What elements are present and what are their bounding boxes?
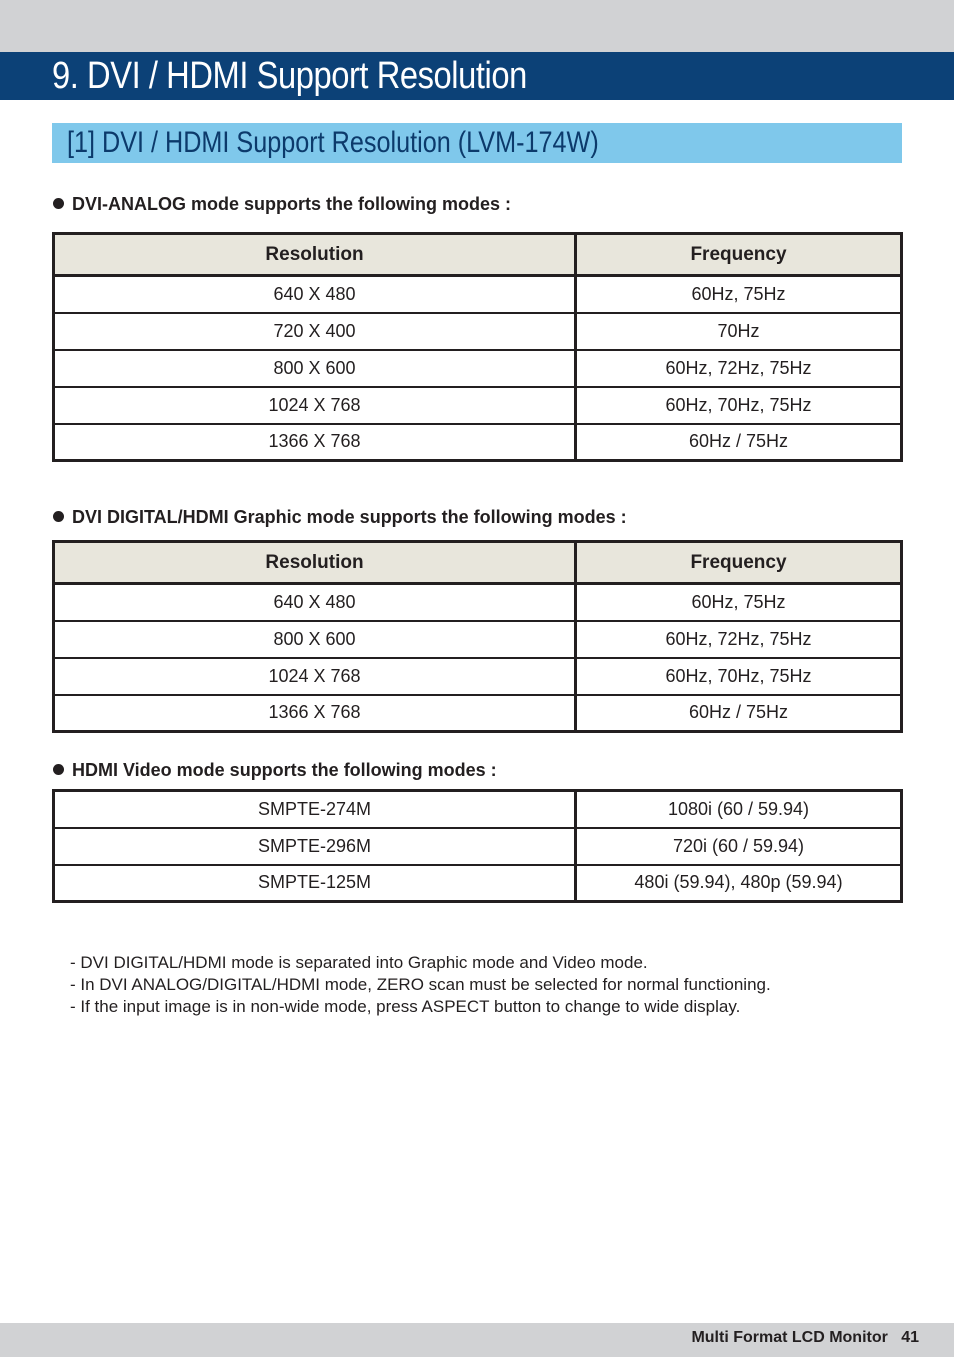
footer-product: Multi Format LCD Monitor: [691, 1329, 888, 1346]
table-row: [54, 387, 902, 424]
page-number: 41: [901, 1329, 919, 1346]
resolution-cell: 1024 X 768: [54, 658, 576, 695]
table-row: [54, 584, 902, 621]
notes: [70, 952, 771, 1018]
frequency-cell: 60Hz / 75Hz: [576, 424, 902, 461]
top-band: [0, 0, 954, 52]
table-row: [54, 313, 902, 350]
resolution-cell: 800 X 600: [54, 350, 576, 387]
bullet-icon: [53, 764, 64, 775]
table-row: [54, 695, 902, 732]
resolution-cell: 1366 X 768: [54, 424, 576, 461]
frequency-cell: 60Hz, 72Hz, 75Hz: [576, 621, 902, 658]
column-header: Frequency: [576, 542, 902, 584]
analog-heading: [53, 193, 511, 215]
resolution-cell: 1366 X 768: [54, 695, 576, 732]
frequency-cell: 60Hz, 70Hz, 75Hz: [576, 387, 902, 424]
video-table: [52, 789, 903, 903]
standard-cell: SMPTE-274M: [54, 791, 576, 828]
video-heading: [53, 759, 497, 781]
frequency-cell: 70Hz: [576, 313, 902, 350]
section-subtitle: [1] DVI / HDMI Support Resolution (LVM-174W): [67, 126, 599, 159]
analog-heading-text: DVI-ANALOG mode supports the following modes :: [72, 194, 511, 214]
standard-cell: SMPTE-125M: [54, 865, 576, 902]
column-header: Resolution: [54, 542, 576, 584]
bullet-icon: [53, 511, 64, 522]
column-header: Resolution: [54, 234, 576, 276]
table-row: [54, 424, 902, 461]
table-row: [54, 350, 902, 387]
footer-label: [691, 1323, 919, 1353]
digital-heading: [53, 506, 627, 528]
bullet-icon: [53, 198, 64, 209]
column-header: Frequency: [576, 234, 902, 276]
digital-table: [52, 540, 903, 733]
table-header-row: [54, 234, 902, 276]
video-heading-text: HDMI Video mode supports the following modes :: [72, 760, 497, 780]
footer-band: [0, 1323, 954, 1357]
frequency-cell: 720i (60 / 59.94): [576, 828, 902, 865]
table-row: [54, 276, 902, 313]
frequency-cell: 480i (59.94), 480p (59.94): [576, 865, 902, 902]
frequency-cell: 60Hz, 72Hz, 75Hz: [576, 350, 902, 387]
table-row: [54, 621, 902, 658]
digital-heading-text: DVI DIGITAL/HDMI Graphic mode supports the following modes :: [72, 507, 627, 527]
frequency-cell: 60Hz, 70Hz, 75Hz: [576, 658, 902, 695]
table-row: [54, 791, 902, 828]
resolution-cell: 640 X 480: [54, 584, 576, 621]
page-title: 9. DVI / HDMI Support Resolution: [52, 55, 527, 97]
table-header-row: [54, 542, 902, 584]
note-line: - If the input image is in non-wide mode, press ASPECT button to change to wide display.: [70, 997, 741, 1016]
resolution-cell: 720 X 400: [54, 313, 576, 350]
resolution-cell: 800 X 600: [54, 621, 576, 658]
frequency-cell: 60Hz / 75Hz: [576, 695, 902, 732]
note-line: - In DVI ANALOG/DIGITAL/HDMI mode, ZERO scan must be selected for normal functioning.: [70, 975, 771, 994]
subtitle-bar: [52, 123, 902, 163]
frequency-cell: 60Hz, 75Hz: [576, 584, 902, 621]
frequency-cell: 60Hz, 75Hz: [576, 276, 902, 313]
frequency-cell: 1080i (60 / 59.94): [576, 791, 902, 828]
table-row: [54, 658, 902, 695]
analog-table: [52, 232, 903, 462]
note-line: - DVI DIGITAL/HDMI mode is separated into Graphic mode and Video mode.: [70, 953, 648, 972]
table-row: [54, 865, 902, 902]
resolution-cell: 640 X 480: [54, 276, 576, 313]
title-bar: [0, 52, 954, 100]
standard-cell: SMPTE-296M: [54, 828, 576, 865]
table-row: [54, 828, 902, 865]
resolution-cell: 1024 X 768: [54, 387, 576, 424]
